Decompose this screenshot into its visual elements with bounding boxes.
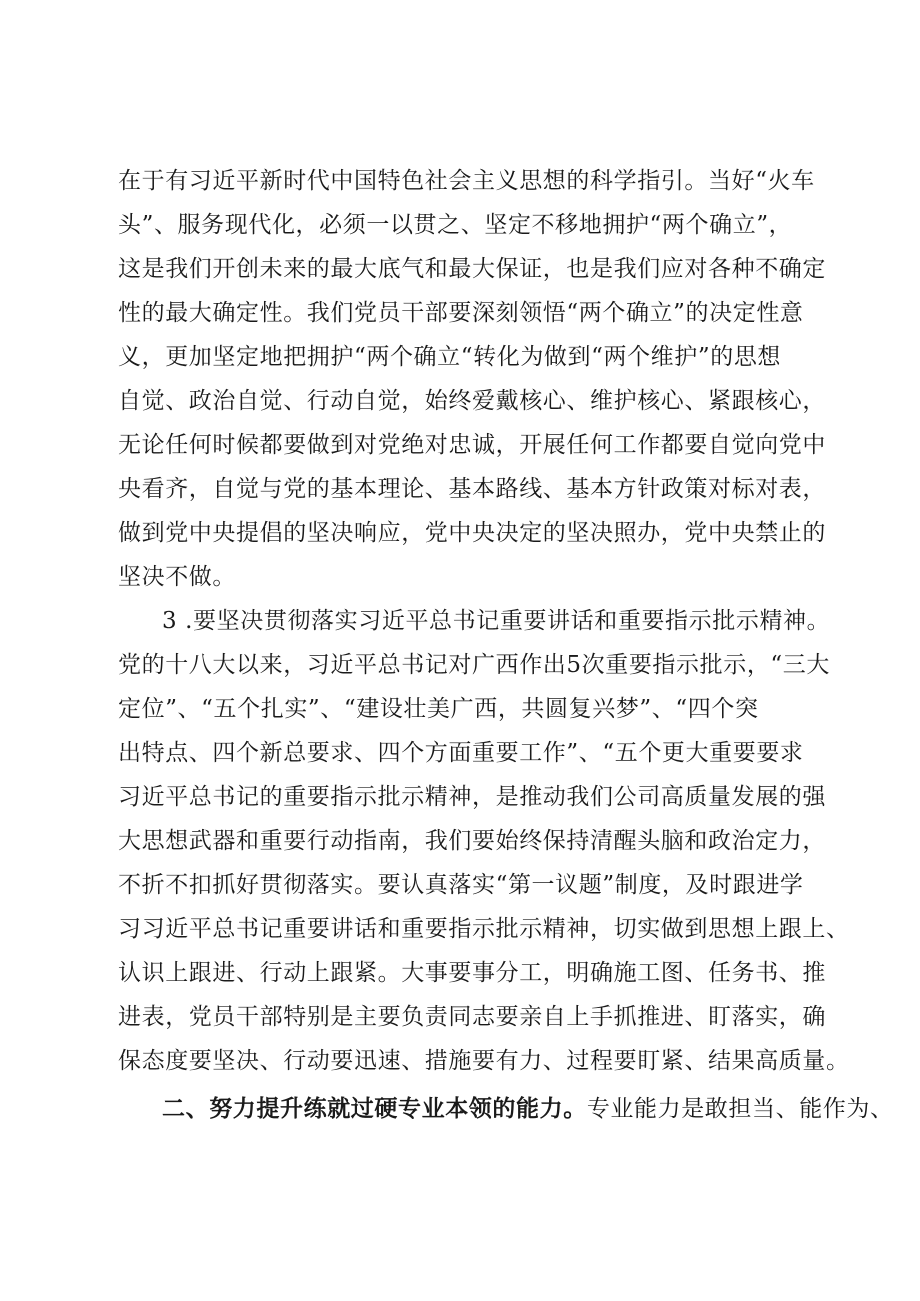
- paragraph-2-line-1: 3 .要坚决贯彻落实习近平总书记重要讲话和重要指示批示精神。: [162, 608, 831, 634]
- paragraph-1-line-9: 做到党中央提倡的坚决响应，党中央决定的坚决照办，党中央禁止的: [118, 520, 826, 546]
- paragraph-1-line-2: 头”、服务现代化，必须一以贯之、坚定不移地拥护“两个确立”，: [118, 212, 793, 238]
- paragraph-1-line-7: 无论任何时候都要做到对党绝对忠诚，开展任何工作都要自觉向党中: [118, 432, 826, 458]
- paragraph-1-line-1: 在于有习近平新时代中国特色社会主义思想的科学指引。当好“火车: [118, 168, 815, 194]
- paragraph-2-line-5: 习近平总书记的重要指示批示精神，是推动我们公司高质量发展的强: [118, 784, 826, 810]
- paragraph-2-line-10: 进表，党员干部特别是主要负责同志要亲自上手抓推进、盯落实，确: [118, 1004, 826, 1030]
- paragraph-2-line-11: 保态度要坚决、行动要迅速、措施要有力、过程要盯紧、结果高质量。: [118, 1048, 850, 1074]
- paragraph-1-line-3: 这是我们开创未来的最大底气和最大保证，也是我们应对各种不确定: [118, 256, 826, 282]
- section-2-heading: 二、努力提升练就过硬专业本领的能力。: [162, 1096, 587, 1122]
- paragraph-1-line-6: 自觉、政治自觉、行动自觉，始终爱戴核心、维护核心、紧跟核心，: [118, 388, 826, 414]
- paragraph-1-line-5: 义，更加坚定地把拥护“两个确立“转化为做到“两个维护”的思想: [118, 344, 782, 370]
- paragraph-2-line-6: 大思想武器和重要行动指南，我们要始终保持清醒头脑和政治定力，: [118, 828, 826, 854]
- paragraph-2-line-2: 党的十八大以来，习近平总书记对广西作出5次重要指示批示，“三大: [118, 652, 830, 678]
- paragraph-1-line-10: 坚决不做。: [118, 564, 236, 590]
- paragraph-2-line-4: 出特点、四个新总要求、四个方面重要工作”、“五个更大重要要求: [118, 740, 804, 766]
- paragraph-1-line-8: 央看齐，自觉与党的基本理论、基本路线、基本方针政策对标对表，: [118, 476, 826, 502]
- paragraph-2-line-9: 认识上跟进、行动上跟紧。大事要事分工，明确施工图、任务书、推: [118, 960, 826, 986]
- section-2-text: 专业能力是敢担当、能作为、: [586, 1096, 894, 1122]
- paragraph-2-line-3: 定位”、“五个扎实”、“建设壮美广西，共圆复兴梦”、“四个突: [118, 696, 759, 722]
- section-2-line: [162, 1089, 894, 1129]
- paragraph-2-line-7: 不折不扣抓好贯彻落实。要认真落实“第一议题”制度，及时跟进学: [118, 872, 804, 898]
- paragraph-2-line-8: 习习近平总书记重要讲话和重要指示批示精神，切实做到思想上跟上、: [118, 916, 850, 942]
- paragraph-1-line-4: 性的最大确定性。我们党员干部要深刻领悟“两个确立”的决定性意: [118, 300, 804, 326]
